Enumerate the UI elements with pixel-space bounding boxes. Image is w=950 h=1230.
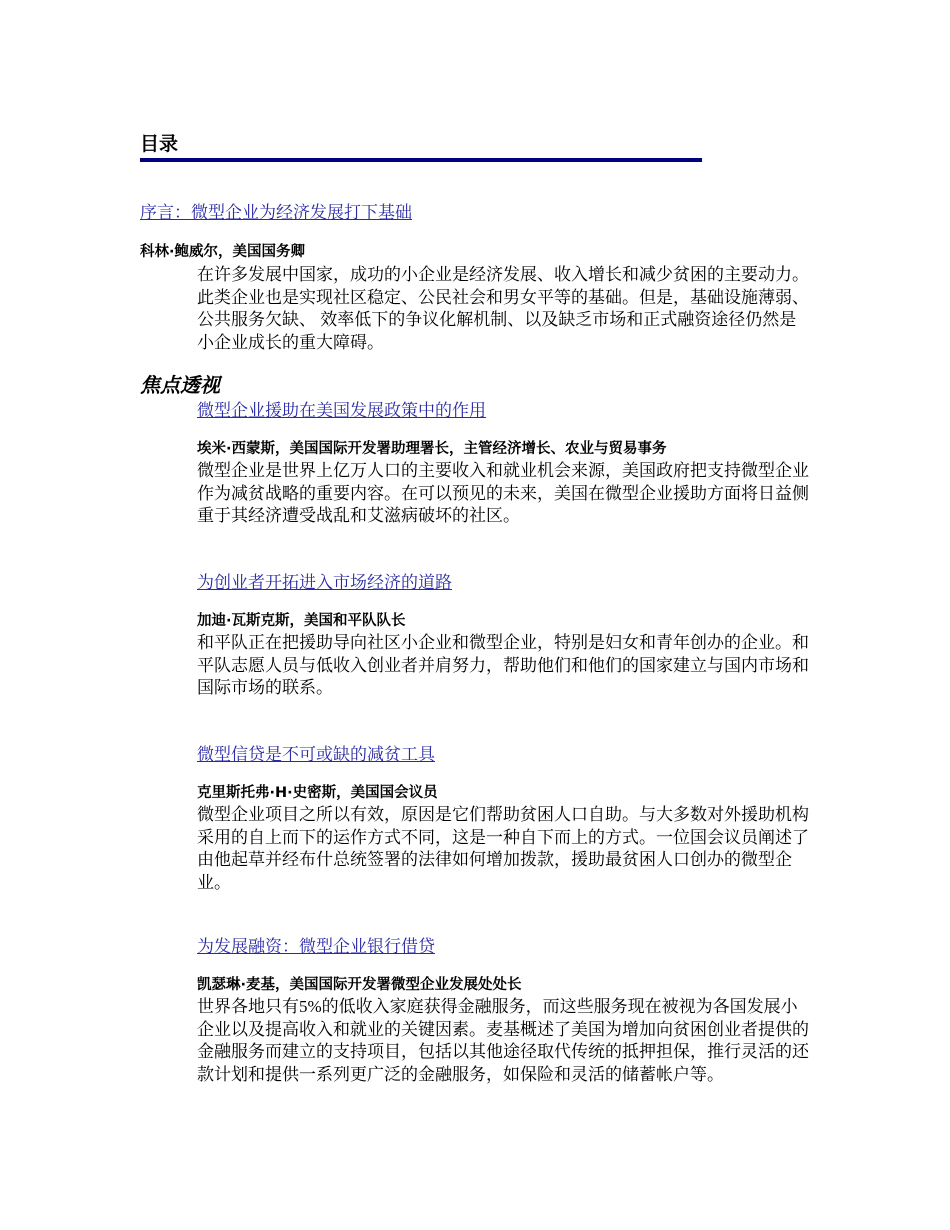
article-summary: 和平队正在把援助导向社区小企业和微型企业，特别是妇女和青年创办的企业。和平队志愿人员与低收入创业者并肩努力，帮助他们和他们的国家建立与国内市场和国际市场的联系。 xyxy=(197,633,809,697)
preface-title-link[interactable]: 序言：微型企业为经济发展打下基础 xyxy=(140,203,412,222)
article-entry-3 xyxy=(197,744,817,894)
preface-entry xyxy=(140,202,820,354)
article-entry-4 xyxy=(197,936,817,1086)
article-author: 埃米·西蒙斯，美国国际开发署助理署长，主管经济增长、农业与贸易事务 xyxy=(197,441,667,457)
toc-divider xyxy=(140,158,702,162)
preface-author: 科林·鲍威尔，美国国务卿 xyxy=(140,244,306,260)
focus-section-heading: 焦点透视 xyxy=(140,373,220,397)
article-title-link[interactable]: 为发展融资：微型企业银行借贷 xyxy=(197,937,435,956)
article-author: 加迪·瓦斯克斯，美国和平队队长 xyxy=(197,613,406,629)
article-title-link[interactable]: 微型企业援助在美国发展政策中的作用 xyxy=(197,401,486,420)
article-author: 凯瑟琳·麦基，美国国际开发署微型企业发展处处长 xyxy=(197,977,522,993)
article-summary: 微型企业是世界上亿万人口的主要收入和就业机会来源，美国政府把支持微型企业作为减贫战略的重要内容。在可以预见的未来，美国在微型企业援助方面将日益侧重于其经济遭受战乱和艾滋病破坏的社区。 xyxy=(197,461,809,525)
article-title-link[interactable]: 微型信贷是不可或缺的减贫工具 xyxy=(197,745,435,764)
toc-heading: 目录 xyxy=(140,133,179,155)
article-entry-1 xyxy=(197,400,817,528)
preface-summary: 在许多发展中国家，成功的小企业是经济发展、收入增长和减少贫困的主要动力。此类企业也是实现社区稳定、公民社会和男女平等的基础。但是，基础设施薄弱、公共服务欠缺、 效率低下的争议化解机制、以及缺乏市场和正式融资途径仍然是小企业成长的重大障碍。 xyxy=(197,265,809,352)
article-entry-2 xyxy=(197,572,817,700)
article-title-link[interactable]: 为创业者开拓进入市场经济的道路 xyxy=(197,573,452,592)
article-author: 克里斯托弗·H·史密斯，美国国会议员 xyxy=(197,785,438,801)
article-summary: 微型企业项目之所以有效，原因是它们帮助贫困人口自助。与大多数对外援助机构采用的自上而下的运作方式不同，这是一种自下而上的方式。一位国会议员阐述了由他起草并经布什总统签署的法律如何增加拨款，援助最贫困人口创办的微型企业。 xyxy=(197,805,809,892)
article-summary: 世界各地只有5%的低收入家庭获得金融服务，而这些服务现在被视为各国发展小企业以及提高收入和就业的关键因素。麦基概述了美国为增加向贫困创业者提供的金融服务而建立的支持项目，包括以其他途径取代传统的抵押担保，推行灵活的还款计划和提供一系列更广泛的金融服务，如保险和灵活的储蓄帐户等。 xyxy=(197,997,809,1084)
